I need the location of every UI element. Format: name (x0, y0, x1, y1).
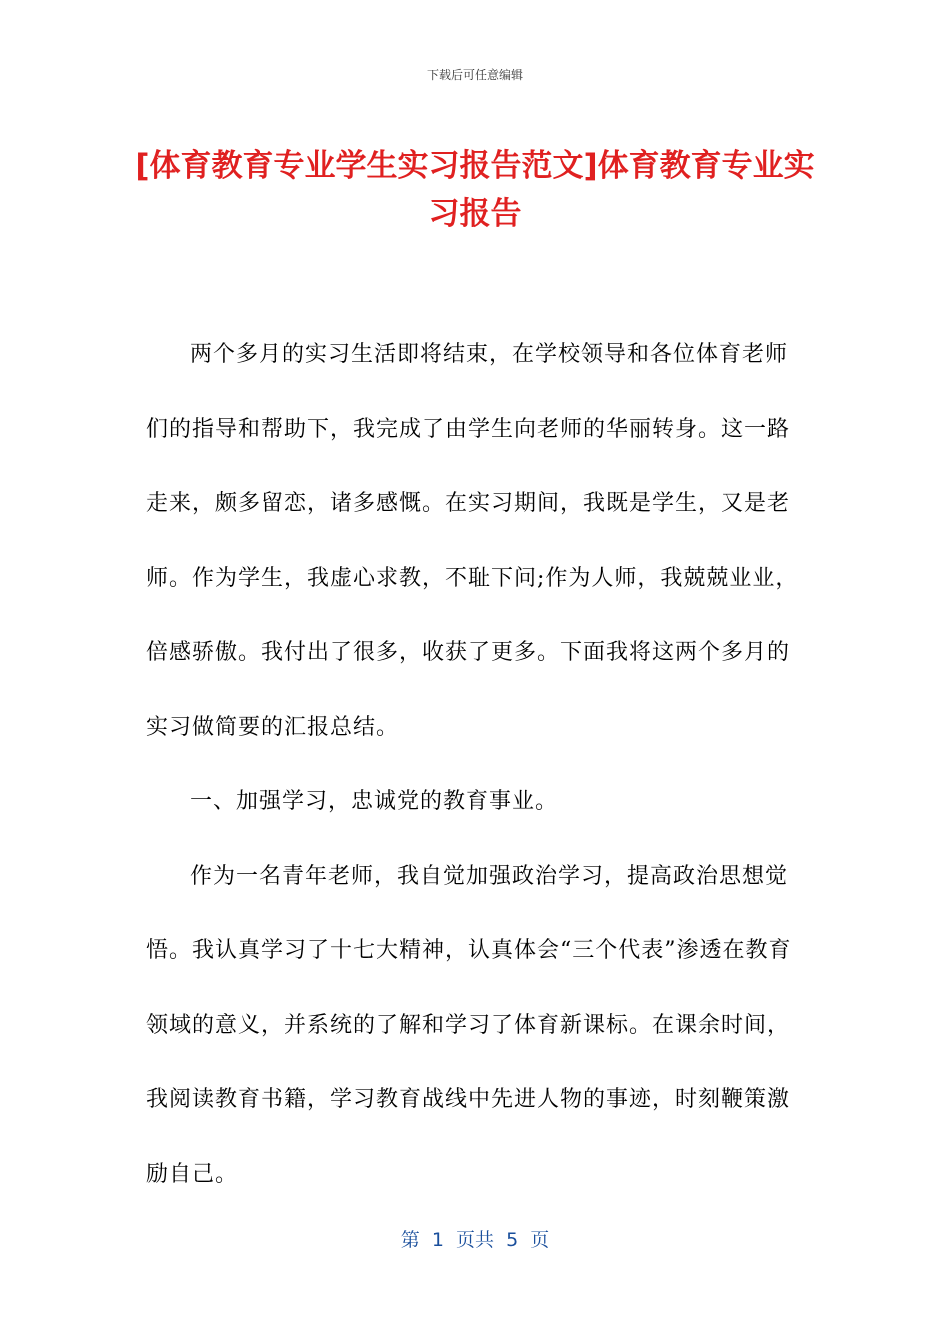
section-heading-1: 一、加强学习，忠诚党的教育事业。 (190, 789, 559, 814)
document-title: [体育教育专业学生实习报告范文]体育教育专业实习报告 (135, 148, 815, 232)
paragraph-section-1: 作为一名青年老师，我自觉加强政治学习，提高政治思想觉悟。我认真学习了十七大精神，认真体会“三个代表”渗透在教育领域的意义，并系统的了解和学习了体育新课标。在课余时间，我阅读教育书籍，学习教育战线中先进人物的事迹，时刻鞭策激励自己。 (146, 863, 792, 1187)
paragraph-intro: 两个多月的实习生活即将结束，在学校领导和各位体育老师们的指导和帮助下，我完成了由学生向老师的华丽转身。这一路走来，颇多留恋，诸多感慨。在实习期间，我既是学生，又是老师。作为学生，我虚心求教，不耻下问;作为人师，我兢兢业业，倍感骄傲。我付出了很多，收获了更多。下面我将这两个多月的实习做简要的汇报总结。 (146, 342, 799, 740)
page-footer: 第 1 页共 5 页 (400, 1229, 550, 1251)
header-note: 下载后可任意编辑 (426, 68, 523, 82)
document-body (146, 318, 806, 1212)
